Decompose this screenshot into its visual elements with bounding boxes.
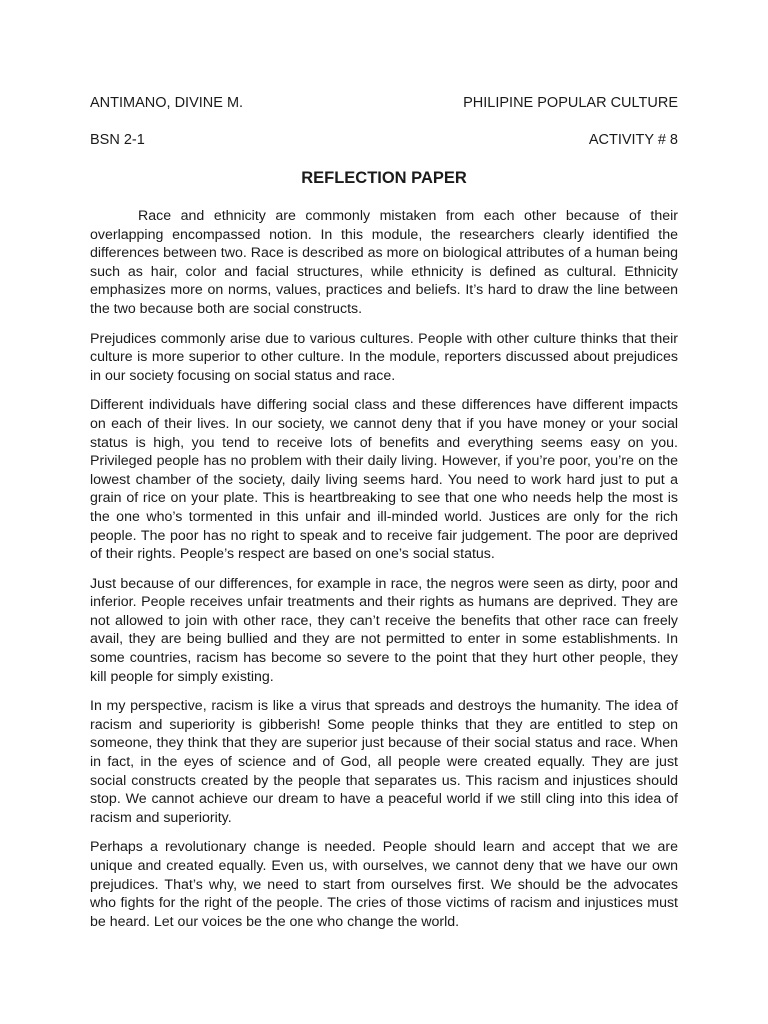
student-name: ANTIMANO, DIVINE M. xyxy=(90,95,244,111)
paragraph-3: Different individuals have differing social class and these differences have different impacts on each of their lives. In our society, we cannot deny that if you have money or your social status is high, you tend to receive lots of benefits and everything seems easy on you. Privileged people has no problem with their daily living. However, if you’re poor, you’re on the lowest chamber of the society, daily living seems hard. You need to work hard just to put a grain of rice on your plate. This is heartbreaking to see that one who needs help the most is the one who’s tormented in this unfair and ill-minded world. Justices are only for the rich people. The poor has no right to speak and to receive fair judgement. The poor are deprived of their rights. People’s respect are based on one’s social status. xyxy=(90,397,678,563)
paragraph-1: Race and ethnicity are commonly mistaken from each other because of their overlapping encompassed notion. In this module, the researchers clearly identified the differences between two. Race is described as more on biological attributes of a human being such as hair, color and facial structures, while ethnicity is defined as cultural. Ethnicity emphasizes more on norms, values, practices and beliefs. It’s hard to draw the line between the two because both are social constructs. xyxy=(90,208,678,317)
header-row-2 xyxy=(90,131,678,149)
section-label: BSN 2-1 xyxy=(90,132,145,148)
paragraph-5: In my perspective, racism is like a virus that spreads and destroys the humanity. The idea of racism and superiority is gibberish! Some people thinks that they are entitled to step on someone, they think that they are superior just because of their social status and race. When in fact, in the eyes of science and of God, all people were created equally. They are just social constructs created by the people that separates us. This racism and injustices should stop. We cannot achieve our dream to have a peaceful world if we still cling into this idea of racism and superiority. xyxy=(90,698,678,826)
activity-label: ACTIVITY # 8 xyxy=(588,132,678,148)
course-title: PHILIPINE POPULAR CULTURE xyxy=(463,95,678,111)
paragraph-6: Perhaps a revolutionary change is needed. People should learn and accept that we are unique and created equally. Even us, with ourselves, we cannot deny that we have our own prejudices. That’s why, we need to start from ourselves first. We should be the advocates who fights for the right of the people. The cries of those victims of racism and injustices must be heard. Let our voices be the one who change the world. xyxy=(90,839,678,930)
document-body xyxy=(90,207,678,942)
paragraph-4: Just because of our differences, for example in race, the negros were seen as dirty, poor and inferior. People receives unfair treatments and their rights as humans are deprived. They are not allowed to join with other race, they can’t receive the benefits that other race can freely avail, they are being bullied and they are not permitted to enter in some establishments. In some countries, racism has become so severe to the point that they hurt other people, they kill people for simply existing. xyxy=(90,575,678,685)
page-title: REFLECTION PAPER xyxy=(301,169,467,187)
header-row-1 xyxy=(90,94,678,112)
paragraph-2: Prejudices commonly arise due to various cultures. People with other culture thinks that their culture is more superior to other culture. In the module, reporters discussed about prejudices in our society focusing on social status and race. xyxy=(90,330,678,384)
document-page xyxy=(90,0,678,1024)
